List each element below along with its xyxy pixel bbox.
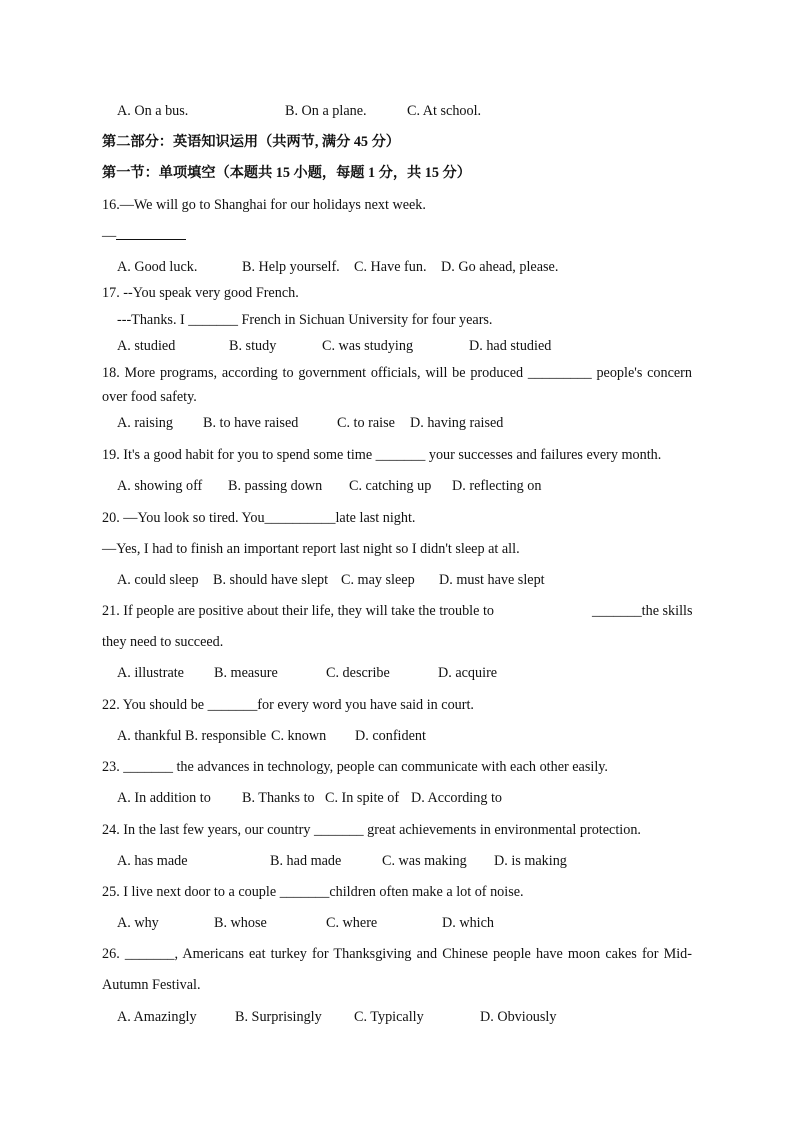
q26-stem-continued: Autumn Festival. [102,977,201,993]
q22-option-c: C. known [271,728,327,744]
q16-reply-dash: — [102,228,117,244]
q23-option-d: D. According to [411,790,503,806]
q22-option-d: D. confident [355,728,426,744]
q21-option-d: D. acquire [438,665,498,681]
q17-option-d: D. had studied [469,338,552,354]
q15-option-b: B. On a plane. [285,103,367,119]
q15-option-c: C. At school. [407,103,482,119]
q18-option-a: A. raising [117,415,173,431]
q24-option-d: D. is making [494,853,567,869]
q24-option-c: C. was making [382,853,467,869]
q22-stem: 22. You should be _______for every word you have said in court. [102,697,474,713]
q21-stem-end: _______the skills [592,603,693,619]
q17-option-a: A. studied [117,338,176,354]
q21-stem-continued: they need to succeed. [102,634,224,650]
q17-option-c: C. was studying [322,338,414,354]
q26-option-a: A. Amazingly [117,1009,197,1025]
q25-option-c: C. where [326,915,378,931]
part2-title: 第二部分：英语知识运用（共两节, 满分 45 分） [102,134,400,150]
q16-reply [102,227,692,245]
q15-option-a: A. On a bus. [117,103,189,119]
q20-option-b: B. should have slept [213,572,329,588]
q16-answer-blank [116,227,186,240]
q19-option-b: B. passing down [228,478,323,494]
q24-stem: 24. In the last few years, our country _______ great achievements in environmental protection. [102,822,641,838]
q21-option-b: B. measure [214,665,278,681]
q26-option-d: D. Obviously [480,1009,557,1025]
q20-option-c: C. may sleep [341,572,415,588]
q18-option-d: D. having raised [410,415,504,431]
q18-stem-continued: over food safety. [102,389,197,405]
q20-stem: 20. —You look so tired. You__________late last night. [102,510,416,526]
q23-option-a: A. In addition to [117,790,211,806]
q25-option-b: B. whose [214,915,267,931]
q23-option-b: B. Thanks to [242,790,315,806]
q16-stem: 16.—We will go to Shanghai for our holidays next week. [102,197,426,213]
q25-stem: 25. I live next door to a couple _______children often make a lot of noise. [102,884,524,900]
q19-option-c: C. catching up [349,478,432,494]
section1-title: 第一节：单项填空（本题共 15 小题，每题 1 分，共 15 分） [102,165,471,181]
q25-option-d: D. which [442,915,495,931]
q16-option-d: D. Go ahead, please. [441,259,559,275]
q26-stem: 26. _______, Americans eat turkey for Thanksgiving and Chinese people have moon cakes for Mid- [102,946,692,962]
q24-option-b: B. had made [270,853,342,869]
q17-reply: ---Thanks. I _______ French in Sichuan University for four years. [117,312,493,328]
q25-option-a: A. why [117,915,159,931]
q21-stem: 21. If people are positive about their life, they will take the trouble to [102,603,495,619]
q21-option-a: A. illustrate [117,665,184,681]
q17-stem: 17. --You speak very good French. [102,285,299,301]
q18-option-b: B. to have raised [203,415,299,431]
q23-option-c: C. In spite of [325,790,400,806]
q26-option-c: C. Typically [354,1009,424,1025]
q23-stem: 23. _______ the advances in technology, people can communicate with each other easily. [102,759,608,775]
q19-option-a: A. showing off [117,478,203,494]
q16-option-b: B. Help yourself. [242,259,340,275]
q18-option-c: C. to raise [337,415,395,431]
q20-option-d: D. must have slept [439,572,545,588]
q22-option-b: B. responsible [185,728,267,744]
q17-option-b: B. study [229,338,277,354]
q20-reply: —Yes, I had to finish an important report last night so I didn't sleep at all. [102,541,520,557]
q21-option-c: C. describe [326,665,390,681]
q20-option-a: A. could sleep [117,572,199,588]
q16-option-a: A. Good luck. [117,259,198,275]
q22-option-a: A. thankful [117,728,182,744]
q19-stem: 19. It's a good habit for you to spend some time _______ your successes and failures every month. [102,447,662,463]
q18-stem: 18. More programs, according to government officials, will be produced _________ people's concern [102,365,692,381]
q19-option-d: D. reflecting on [452,478,542,494]
q26-option-b: B. Surprisingly [235,1009,322,1025]
q16-option-c: C. Have fun. [354,259,427,275]
q24-option-a: A. has made [117,853,188,869]
